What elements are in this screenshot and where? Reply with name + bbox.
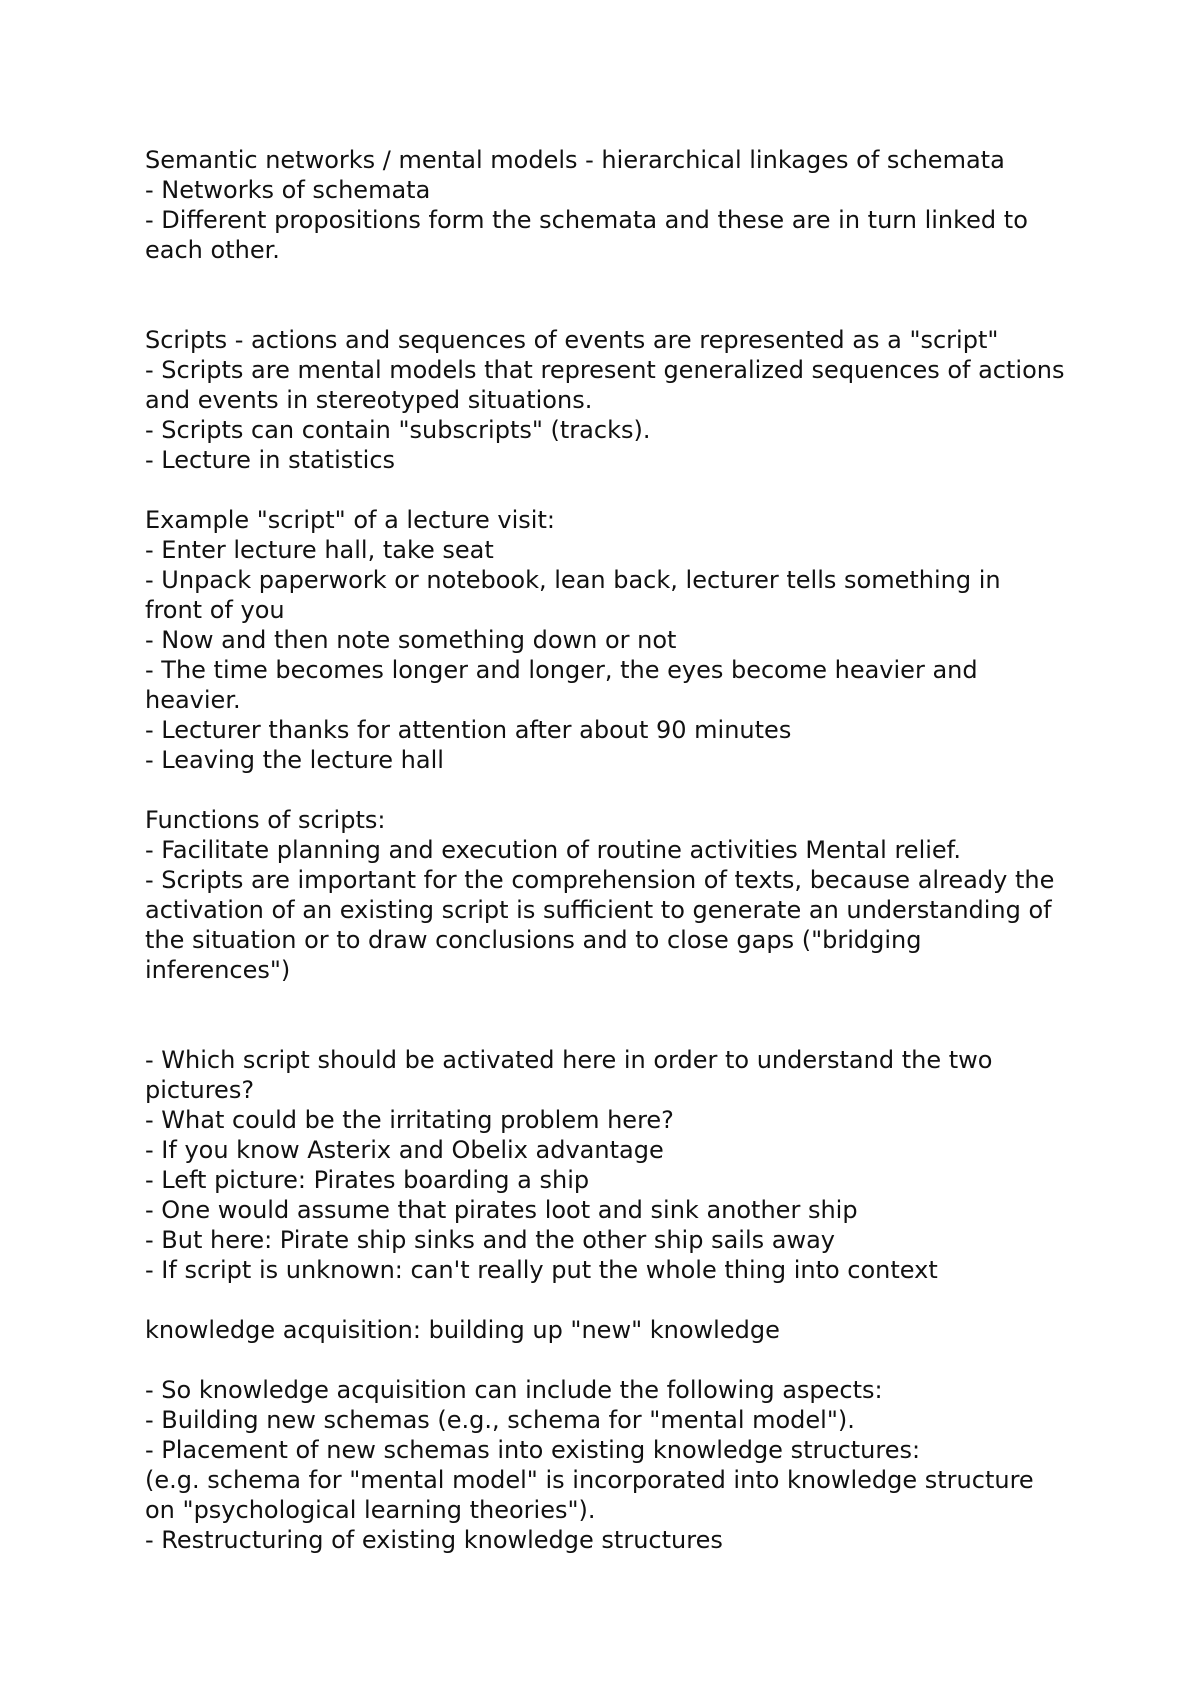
section-scripts bbox=[145, 325, 1073, 475]
section-functions-of-scripts bbox=[145, 805, 1065, 985]
bullet-line: - One would assume that pirates loot and sink another ship bbox=[145, 1196, 858, 1224]
document-body bbox=[145, 145, 1073, 1555]
bullet-line: - Restructuring of existing knowledge structures bbox=[145, 1526, 723, 1554]
spacer bbox=[145, 265, 1065, 325]
section-semantic-networks bbox=[145, 145, 1065, 265]
section-heading: Scripts - actions and sequences of events are represented as a "script" bbox=[145, 326, 999, 354]
bullet-line: (e.g. schema for "mental model" is incorporated into knowledge structure on "psychological learning theories"). bbox=[145, 1466, 1042, 1524]
bullet-line: - Unpack paperwork or notebook, lean back, lecturer tells something in front of you bbox=[145, 566, 1009, 624]
bullet-line: - Now and then note something down or not bbox=[145, 626, 677, 654]
section-heading: knowledge acquisition: building up "new" knowledge bbox=[145, 1316, 780, 1344]
bullet-line: - If you know Asterix and Obelix advantage bbox=[145, 1136, 664, 1164]
section-knowledge-heading bbox=[145, 1315, 1065, 1345]
bullet-line: - Enter lecture hall, take seat bbox=[145, 536, 494, 564]
bullet-line: - The time becomes longer and longer, the eyes become heavier and heavier. bbox=[145, 656, 986, 714]
bullet-line: - Lecturer thanks for attention after about 90 minutes bbox=[145, 716, 792, 744]
bullet-line: - Facilitate planning and execution of routine activities Mental relief. bbox=[145, 836, 961, 864]
bullet-line: - Which script should be activated here in order to understand the two pictures? bbox=[145, 1046, 1001, 1104]
bullet-line: - Building new schemas (e.g., schema for "mental model"). bbox=[145, 1406, 855, 1434]
spacer bbox=[145, 1285, 1065, 1315]
bullet-line: - Different propositions form the schemata and these are in turn linked to each other. bbox=[145, 206, 1036, 264]
section-heading: Semantic networks / mental models - hierarchical linkages of schemata bbox=[145, 146, 1005, 174]
bullet-line: - Lecture in statistics bbox=[145, 446, 396, 474]
section-example-script bbox=[145, 505, 1065, 775]
spacer bbox=[145, 1345, 1065, 1375]
bullet-line: - So knowledge acquisition can include the following aspects: bbox=[145, 1376, 883, 1404]
bullet-line: - What could be the irritating problem here? bbox=[145, 1106, 674, 1134]
bullet-line: - If script is unknown: can't really put the whole thing into context bbox=[145, 1256, 938, 1284]
bullet-line: - Scripts can contain "subscripts" (tracks). bbox=[145, 416, 651, 444]
spacer bbox=[145, 985, 1065, 1045]
section-heading: Functions of scripts: bbox=[145, 806, 386, 834]
bullet-line: - Left picture: Pirates boarding a ship bbox=[145, 1166, 590, 1194]
section-heading: Example "script" of a lecture visit: bbox=[145, 506, 555, 534]
section-knowledge-acquisition bbox=[145, 1375, 1065, 1555]
bullet-line: - Scripts are mental models that represent generalized sequences of actions and events in stereotyped situations. bbox=[145, 356, 1073, 414]
spacer bbox=[145, 475, 1065, 505]
spacer bbox=[145, 775, 1065, 805]
bullet-line: - But here: Pirate ship sinks and the other ship sails away bbox=[145, 1226, 835, 1254]
section-picture-questions bbox=[145, 1045, 1065, 1285]
bullet-line: - Networks of schemata bbox=[145, 176, 431, 204]
bullet-line: - Placement of new schemas into existing knowledge structures: bbox=[145, 1436, 921, 1464]
bullet-line: - Scripts are important for the comprehension of texts, because already the activation of an existing script is sufficient to generate an understanding of the situation or to draw conclusions and to close gaps ("bridging inferences") bbox=[145, 866, 1062, 984]
bullet-line: - Leaving the lecture hall bbox=[145, 746, 444, 774]
